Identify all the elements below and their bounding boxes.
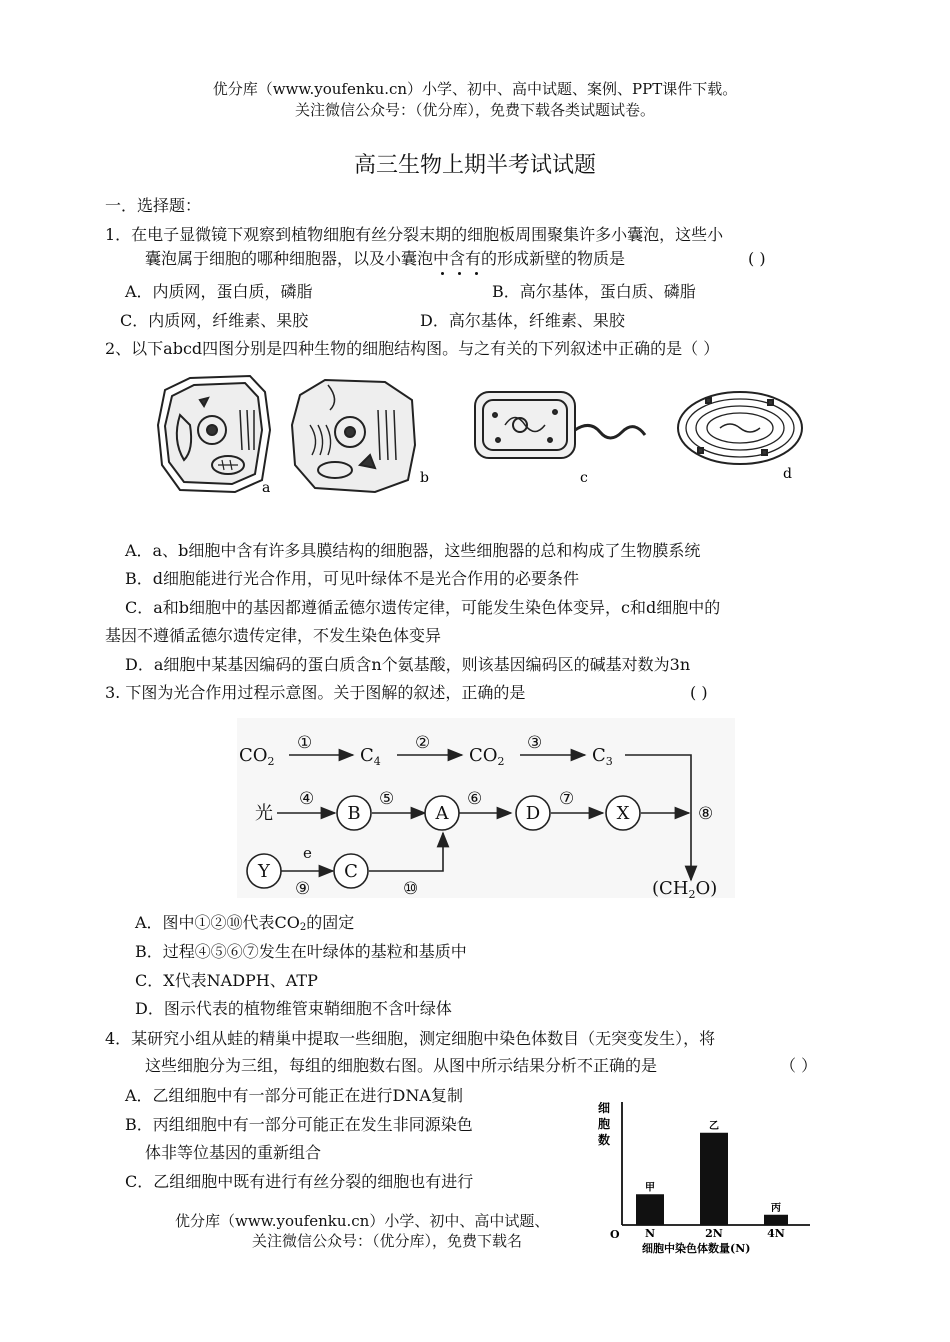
step-7-label: ⑦: [559, 789, 575, 809]
co2-node-2: $CO_2$: [469, 745, 505, 768]
x-tick-4n: 4N: [767, 1227, 785, 1240]
chart-xlabel: 细胞中染色体数量(N): [642, 1242, 751, 1255]
q1-option-b: B．高尔基体，蛋白质、磷脂: [492, 282, 696, 301]
page-title: 高三生物上期半考试试题: [353, 153, 596, 178]
step-3-label: ③: [527, 733, 543, 753]
q2-stem: 2、以下abcd四图分别是四种生物的细胞结构图。与之有关的下列叙述中正确的是（ ）: [105, 339, 720, 358]
chart-ylabel-1: 细: [598, 1101, 611, 1115]
fig-label-b: b: [420, 470, 429, 486]
q4-option-c: C．乙组细胞中既有进行有丝分裂的细胞也有进行: [125, 1172, 474, 1191]
q1-option-a: A．内质网，蛋白质，磷脂: [125, 282, 313, 301]
plant-cell-a: [158, 376, 270, 492]
step-6-label: ⑥: [467, 789, 483, 809]
step-4-label: ④: [299, 789, 315, 809]
section-heading: 一．选择题：: [105, 196, 202, 215]
fig-label-d: d: [783, 466, 792, 482]
q3-option-b: B．过程④⑤⑥⑦发生在叶绿体的基粒和基质中: [135, 942, 467, 961]
light-label: 光: [255, 803, 273, 824]
node-y: Y: [258, 861, 270, 882]
step-10-label: ⑩: [403, 879, 419, 898]
step-5-label: ⑤: [379, 789, 395, 809]
q2-option-c-line1: C．a和b细胞中的基因都遵循孟德尔遗传定律，可能发生染色体变异，c和d细胞中的: [125, 598, 721, 617]
fig-label-a: a: [262, 480, 271, 496]
site-header-line2: 关注微信公众号：（优分库），免费下载各类试题试卷。: [294, 101, 655, 119]
node-d: D: [525, 803, 541, 824]
c3-node: $C_3$: [592, 745, 613, 768]
q4-stem-line1: 4．某研究小组从蛙的精巢中提取一些细胞，测定细胞中染色体数目（无突变发生），将: [105, 1029, 716, 1048]
node-a: A: [435, 803, 449, 824]
bar-label-2n: 乙: [709, 1120, 719, 1132]
q2-option-b: B．d细胞能进行光合作用，可见叶绿体不是光合作用的必要条件: [125, 569, 580, 588]
site-footer-line2: 关注微信公众号：（优分库），免费下载名: [252, 1232, 523, 1250]
node-x: X: [616, 803, 630, 824]
emphasis-dots: [441, 272, 491, 278]
q2-option-a: A．a、b细胞中含有许多具膜结构的细胞器，这些细胞器的总和构成了生物膜系统: [125, 541, 701, 560]
step-9-label: ⑨: [295, 879, 311, 898]
site-footer-line1: 优分库（www.youfenku.cn）小学、初中、高中试题、: [175, 1212, 550, 1230]
q1-option-d: D．高尔基体，纤维素、果胶: [420, 311, 625, 330]
step-2-label: ②: [415, 733, 431, 753]
photosynthesis-diagram: [237, 718, 735, 898]
q4-stem-line2: 这些细胞分为三组，每组的细胞数右图。从图中所示结果分析不正确的是: [145, 1056, 658, 1075]
q4-option-a: A．乙组细胞中有一部分可能正在进行DNA复制: [125, 1086, 463, 1105]
site-header-line1: 优分库（www.youfenku.cn）小学、初中、高中试题、案例、PPT课件下载。: [212, 80, 738, 98]
step-8-label: ⑧: [698, 804, 714, 824]
electron-label: e: [303, 844, 312, 862]
q4-answer-paren: （ ）: [780, 1056, 818, 1075]
bar-n: [636, 1194, 664, 1225]
bacterium-cell-c: [475, 392, 645, 458]
chart-ylabel-2: 胞: [598, 1117, 611, 1131]
q3-option-c: C．X代表NADPH、ATP: [135, 971, 318, 990]
q2-option-d: D．a细胞中某基因编码的蛋白质含n个氨基酸，则该基因编码区的碱基对数为3n: [125, 655, 691, 674]
q3-stem: 3. 下图为光合作用过程示意图。关于图解的叙述，正确的是: [105, 683, 526, 702]
co2-node-1: $CO_2$: [239, 745, 275, 768]
ch2o-product: $(CH_2O)$: [652, 878, 718, 898]
q3-option-a: A．图中①②⑩代表$CO_2$的固定: [135, 913, 355, 933]
bar-label-4n: 丙: [771, 1202, 781, 1214]
bar-4n: [764, 1215, 788, 1225]
cell-structure-figure: [150, 370, 810, 500]
node-c: C: [344, 861, 358, 882]
q1-stem-line2: 囊泡属于细胞的哪种细胞器，以及小囊泡中含有的形成新壁的物质是: [145, 249, 626, 268]
node-b: B: [347, 803, 361, 824]
c4-node: $C_4$: [360, 745, 381, 768]
q1-option-c: C．内质网，纤维素、果胶: [120, 311, 309, 330]
x-tick-2n: 2N: [705, 1227, 723, 1240]
q1-stem-line1: 1．在电子显微镜下观察到植物细胞有丝分裂末期的细胞板周围聚集许多小囊泡，这些小: [105, 225, 724, 244]
origin-label: O: [610, 1228, 620, 1241]
animal-cell-b: [292, 380, 415, 492]
cyanobacterium-cell-d: [678, 392, 802, 464]
q1-answer-paren: ( ): [748, 249, 766, 268]
q3-answer-paren: ( ): [690, 683, 708, 702]
q2-option-c-line2: 基因不遵循孟德尔遗传定律，不发生染色体变异: [105, 626, 442, 645]
fig-label-c: c: [580, 470, 588, 486]
x-tick-n: N: [644, 1227, 656, 1240]
q3-option-d: D．图示代表的植物维管束鞘细胞不含叶绿体: [135, 999, 452, 1018]
chart-ylabel-3: 数: [598, 1133, 611, 1147]
bar-label-n: 甲: [645, 1182, 655, 1194]
q4-option-b-line2: 体非等位基因的重新组合: [145, 1143, 322, 1162]
step-1-label: ①: [297, 733, 313, 753]
q4-option-b-line1: B．丙组细胞中有一部分可能正在发生非同源染色: [125, 1115, 473, 1134]
chromosome-count-chart: [592, 1090, 822, 1262]
bar-2n: [700, 1133, 728, 1225]
